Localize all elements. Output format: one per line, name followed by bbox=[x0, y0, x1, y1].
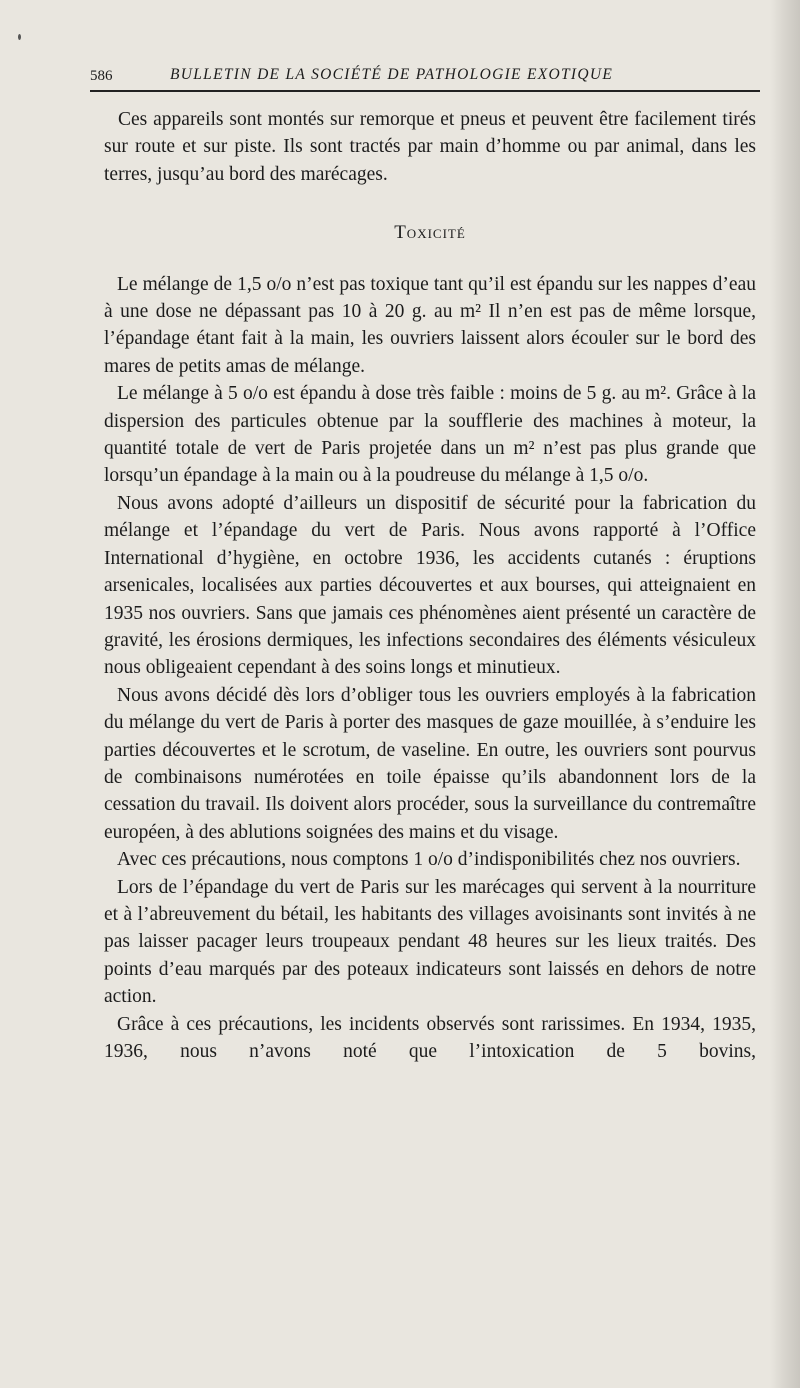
paragraph-2: Le mélange à 5 o/o est épandu à dose très faible : moins de 5 g. au m². Grâce à la dispersion des particules obtenue par la soufflerie des machines à moteur, la quantité totale de vert de Paris projetée dans un m² n’est pas plus grande que lorsqu’un épandage à la main ou à la poudreuse du mélange à 1,5 o/o. bbox=[104, 383, 756, 487]
body-text bbox=[104, 106, 756, 1065]
section-title: Toxicité bbox=[394, 222, 466, 244]
page-number: 586 bbox=[90, 68, 113, 84]
scan-speck bbox=[18, 34, 21, 40]
page-edge-shadow bbox=[770, 0, 800, 1388]
running-title: BULLETIN DE LA SOCIÉTÉ DE PATHOLOGIE EXOTIQUE bbox=[170, 66, 614, 83]
paragraph-6: Lors de l’épandage du vert de Paris sur les marécages qui servent à la nourriture et à l’abreuvement du bétail, les habitants des villages avoisinants sont invités à ne pas laisser pacager leurs troupeaux pendant 48 heures sur les lieux traités. Des points d’eau marqués par des poteaux indicateurs sont laissés en dehors de notre action. bbox=[104, 876, 756, 1008]
paragraph-3: Nous avons adopté d’ailleurs un dispositif de sécurité pour la fabrication du mélange et l’épandage du vert de Paris. Nous avons rapporté à l’Office International d’hygiène, en octobre 1936, les accidents cutanés : éruptions arsenicales, localisées aux parties découvertes et aux bourses, qui atteignaient en 1935 nos ouvriers. Sans que jamais ces phénomènes aient présenté un caractère de gravité, les érosions dermiques, les infections secondaires des éléments vésiculeux nous obligeaient cependant à des soins longs et minutieux. bbox=[104, 492, 756, 679]
page-header bbox=[90, 60, 760, 92]
paragraph-7: Grâce à ces précautions, les incidents observés sont rarissimes. En 1934, 1935, 1936, nous n’avons noté que l’intoxication de 5 bovins, bbox=[104, 1013, 756, 1062]
paragraph-intro: Ces appareils sont montés sur remorque et pneus et peuvent être facilement tirés sur route et sur piste. Ils sont tractés par main d’homme ou par animal, dans les terres, jusqu’au bord des marécages. bbox=[104, 109, 756, 185]
paragraph-4: Nous avons décidé dès lors d’obliger tous les ouvriers employés à la fabrication du mélange du vert de Paris à porter des masques de gaze mouillée, à s’enduire les parties découvertes et le scrotum, de vaseline. En outre, les ouvriers sont pourvus de combinaisons numérotées en toile épaisse qu’ils abandonnent lors de la cessation du travail. Ils doivent alors procéder, sous la surveillance du contremaître européen, à des ablutions soignées des mains et du visage. bbox=[104, 684, 756, 843]
paragraph-5: Avec ces précautions, nous comptons 1 o/o d’indisponibilités chez nos ouvriers. bbox=[117, 849, 741, 871]
paragraph-1: Le mélange de 1,5 o/o n’est pas toxique tant qu’il est épandu sur les nappes d’eau à une dose ne dépassant pas 10 à 20 g. au m² Il n’en est pas de même lorsque, l’épandage étant fait à la main, les ouvriers laissent alors écouler sur le bord des mares de petits amas de mélange. bbox=[104, 273, 756, 377]
